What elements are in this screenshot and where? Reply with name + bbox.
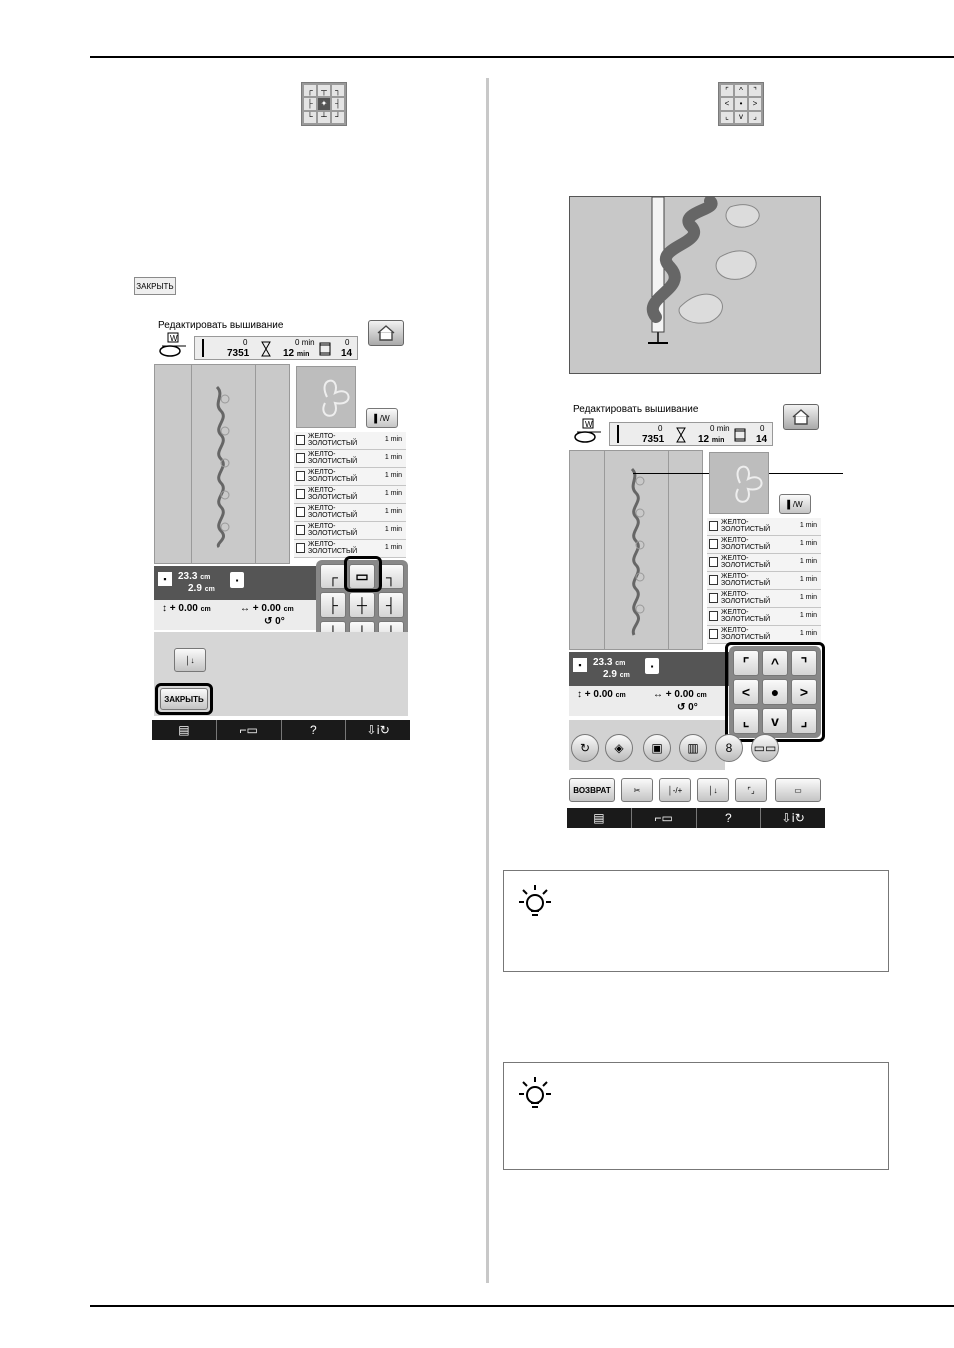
home-button[interactable] — [368, 320, 404, 346]
left-screen — [152, 316, 410, 740]
density-button[interactable] — [643, 734, 671, 762]
list-item[interactable]: ЖЕЛТО-ЗОЛОТИСТЫЙ 1 min — [707, 590, 821, 608]
spool-icon — [709, 593, 718, 603]
spool-icon — [709, 557, 718, 567]
spool-icon — [709, 629, 718, 639]
hoop-icon — [573, 418, 605, 444]
list-item[interactable]: ЖЕЛТО-ЗОЛОТИСТЫЙ 1 min — [294, 522, 406, 540]
bottom-bar-settings-button[interactable]: ⇩ⅰ↻ — [781, 811, 805, 825]
right-screen — [567, 402, 825, 826]
svg-text:W: W — [170, 334, 178, 343]
frame-icon: ▪ — [230, 572, 244, 588]
list-item[interactable]: ЖЕЛТО-ЗОЛОТИСТЫЙ 1 min — [294, 468, 406, 486]
spool-icon — [709, 539, 718, 549]
spool-icon — [319, 342, 331, 356]
scissors-icon: ✂ — [633, 785, 641, 795]
ref-middle-left-key[interactable]: ├ — [320, 592, 346, 617]
move-up-left-key[interactable]: ⌜ — [733, 650, 759, 676]
needle-icon — [199, 339, 207, 359]
shield-icon: ◈ — [614, 741, 624, 755]
close-key-small[interactable]: ЗАКРЫТЬ — [134, 277, 176, 295]
highlight-frame — [155, 683, 213, 715]
move-center-key[interactable]: ● — [762, 679, 788, 705]
spool-icon — [296, 507, 305, 517]
cut-button[interactable] — [621, 778, 653, 802]
list-item[interactable]: ЖЕЛТО-ЗОЛОТИСТЫЙ 1 min — [294, 450, 406, 468]
spool-icon — [709, 611, 718, 621]
pattern-preview — [211, 385, 231, 549]
move-right-key[interactable]: > — [791, 679, 817, 705]
needle-point-icon: │↓ — [708, 785, 718, 795]
bottom-bar-help-button[interactable]: ? — [282, 720, 347, 740]
spool-icon — [296, 489, 305, 499]
bottom-bar — [567, 808, 825, 828]
repeat-button[interactable] — [751, 734, 779, 762]
footer-rule — [90, 1305, 954, 1307]
list-item[interactable]: ЖЕЛТО-ЗОЛОТИСТЫЙ 1 min — [707, 608, 821, 626]
back-button[interactable]: ВОЗВРАТ — [569, 778, 615, 802]
svg-text:W: W — [585, 420, 593, 429]
needle-pattern-illustration — [570, 197, 822, 375]
list-item[interactable]: ЖЕЛТО-ЗОЛОТИСТЫЙ 1 min — [707, 554, 821, 572]
move-up-key[interactable]: ^ — [762, 650, 788, 676]
needle-point-button[interactable] — [697, 778, 729, 802]
spool-icon — [296, 453, 305, 463]
rotate-icon: ↻ — [579, 741, 591, 755]
mirror-button[interactable] — [715, 734, 743, 762]
bottom-bar-machine-button[interactable]: ⌐▭ — [632, 808, 697, 828]
embroidery-area[interactable] — [569, 450, 703, 650]
close-button[interactable]: ЗАКРЫТЬ — [160, 688, 208, 710]
size-panel: ▪ 23.3 cm 2.9 cm ▪ — [569, 652, 729, 686]
list-item[interactable]: ЖЕЛТО-ЗОЛОТИСТЫЙ 1 min — [294, 540, 406, 558]
color-list — [707, 518, 821, 644]
column-divider — [486, 78, 489, 1283]
needle-plus-minus-icon: │-/+ — [667, 785, 683, 795]
bottom-bar-settings-button[interactable]: ⇩ⅰ↻ — [366, 723, 390, 737]
status-bar: 0 7351 0 min 12 min 0 14 — [609, 422, 773, 446]
ref-middle-right-key[interactable]: ┤ — [378, 592, 404, 617]
size-icon: ▪ — [573, 658, 587, 672]
ref-top-center-key[interactable]: ▭ — [349, 564, 375, 589]
move-down-key[interactable]: v — [762, 708, 788, 734]
lightbulb-icon — [518, 883, 552, 921]
repeat-icon: ▭▭ — [753, 741, 777, 755]
border-button[interactable] — [605, 734, 633, 762]
reference-point-icon: ┌ ┬ ┐ ├ ✦ ┤ └ ┴ ┘ — [301, 82, 347, 126]
pocket-icon: ▭ — [794, 785, 802, 795]
spool-icon — [296, 435, 305, 445]
flower-thumbnail-icon — [297, 367, 357, 429]
bottom-bar — [152, 720, 410, 740]
arrow-keys-icon: ⌜ ^ ⌝ < • > ⌞ v ⌟ — [718, 82, 764, 126]
note-box-2 — [503, 1062, 889, 1170]
list-item[interactable]: ЖЕЛТО-ЗОЛОТИСТЫЙ 1 min — [294, 432, 406, 450]
screen-title: Редактировать вышивание — [573, 404, 699, 415]
list-item[interactable]: ЖЕЛТО-ЗОЛОТИСТЫЙ 1 min — [294, 486, 406, 504]
screen-title: Редактировать вышивание — [158, 320, 284, 331]
header-rule — [90, 56, 954, 58]
list-item[interactable]: ЖЕЛТО-ЗОЛОТИСТЫЙ 1 min — [707, 536, 821, 554]
bottom-bar-help-button[interactable]: ? — [697, 808, 762, 828]
bottom-bar-machine-button[interactable]: ⌐▭ — [217, 720, 282, 740]
home-icon — [377, 325, 395, 341]
needle-icon — [614, 425, 622, 445]
highlight-frame — [344, 556, 382, 592]
spool-icon — [296, 525, 305, 535]
list-item[interactable]: ЖЕЛТО-ЗОЛОТИСТЫЙ 1 min — [707, 626, 821, 644]
needle-point-icon: │↓ — [185, 655, 195, 665]
thread-mark-button[interactable] — [366, 408, 398, 428]
ref-top-right-key[interactable]: ┐ — [378, 564, 404, 589]
color-list — [294, 432, 406, 558]
note-box-1 — [503, 870, 889, 972]
spool-icon — [296, 471, 305, 481]
hourglass-icon — [676, 427, 686, 443]
status-bar: 0 7351 0 min 12 min 0 14 — [194, 336, 358, 360]
ref-top-left-key[interactable]: ┌ — [320, 564, 346, 589]
needle-plus-minus-button[interactable] — [659, 778, 691, 802]
color-button[interactable] — [679, 734, 707, 762]
thread-mark-icon: ▌/W — [787, 499, 803, 509]
bottom-bar-pattern-button[interactable]: ▤ — [567, 808, 632, 828]
embroidery-area[interactable] — [154, 364, 290, 564]
home-button[interactable] — [783, 404, 819, 430]
spool-icon: ▥ — [687, 741, 699, 755]
spool-icon — [709, 521, 718, 531]
list-item[interactable]: ЖЕЛТО-ЗОЛОТИСТЫЙ 1 min — [707, 518, 821, 536]
offset-panel: ↕ + 0.00 cm ↔ + 0.00 cm ↺ 0° — [154, 600, 316, 630]
pattern-thumbnail — [296, 366, 356, 428]
spool-icon — [734, 428, 746, 442]
needle-point-button[interactable] — [174, 648, 206, 672]
figure-eight-icon: 8 — [725, 741, 733, 755]
move-down-right-key[interactable]: ⌟ — [791, 708, 817, 734]
thread-mark-button[interactable] — [779, 494, 811, 514]
list-item[interactable]: ЖЕЛТО-ЗОЛОТИСТЫЙ 1 min — [707, 572, 821, 590]
flower-thumbnail-icon — [710, 453, 770, 515]
pattern-preview — [626, 467, 646, 637]
move-up-right-key[interactable]: ⌝ — [791, 650, 817, 676]
lower-panel — [154, 632, 408, 716]
spool-icon — [296, 543, 305, 553]
needle-position-illustration — [569, 196, 821, 374]
trial-button[interactable] — [735, 778, 767, 802]
bottom-bar-pattern-button[interactable]: ▤ — [152, 720, 217, 740]
size-panel: ▪ 23.3 cm 2.9 cm ▪ — [154, 566, 316, 600]
frame-icon: ▪ — [645, 658, 659, 674]
highlight-frame — [725, 642, 825, 742]
pattern-thumbnail — [709, 452, 769, 514]
ref-center-key[interactable]: ┼ — [349, 592, 375, 617]
density-icon: ▣ — [651, 741, 663, 755]
thread-mark-icon: ▌/W — [374, 413, 390, 423]
home-icon — [792, 409, 810, 425]
move-down-left-key[interactable]: ⌞ — [733, 708, 759, 734]
rotate-button[interactable] — [571, 734, 599, 762]
list-item[interactable]: ЖЕЛТО-ЗОЛОТИСТЫЙ 1 min — [294, 504, 406, 522]
spool-icon — [709, 575, 718, 585]
move-left-key[interactable]: < — [733, 679, 759, 705]
memory-button[interactable] — [775, 778, 821, 802]
size-icon: ▪ — [158, 572, 172, 586]
hourglass-icon — [261, 341, 271, 357]
hoop-icon — [158, 332, 190, 358]
frame-trace-icon: ⌜⌟ — [747, 785, 755, 795]
lightbulb-icon — [518, 1075, 552, 1113]
offset-panel: ↕ + 0.00 cm ↔ + 0.00 cm ↺ 0° — [569, 686, 729, 716]
